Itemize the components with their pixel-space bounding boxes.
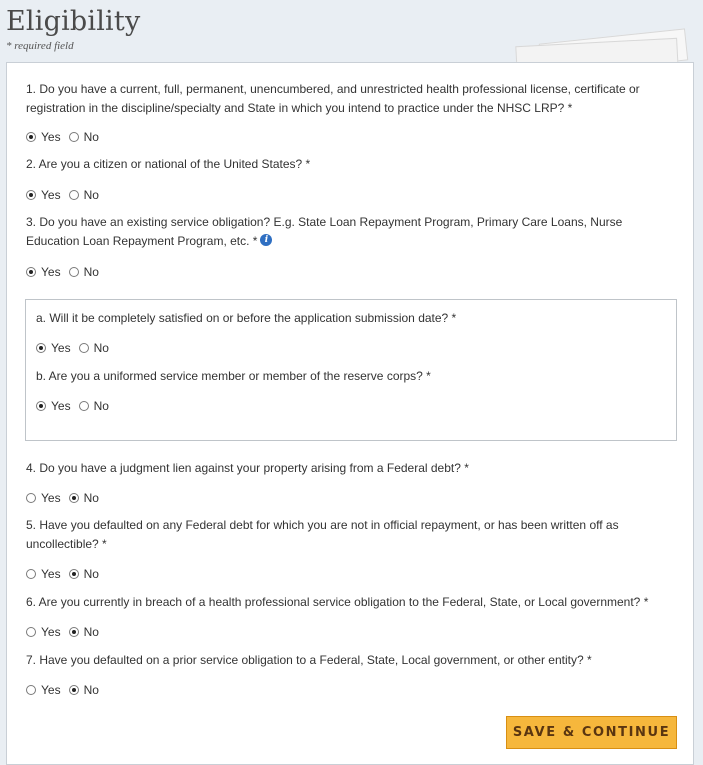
question-3-options (26, 265, 107, 279)
question-1-options (26, 130, 107, 144)
qa-yes-radio[interactable] (36, 343, 46, 353)
question-2-options (26, 188, 107, 202)
info-icon[interactable]: i (260, 234, 272, 246)
sub-question-b: b. Are you a uniformed service member or member of the reserve corps? * (36, 369, 431, 383)
question-6-options (26, 625, 107, 639)
required-field-note: * required field (6, 40, 74, 52)
q6-yes-option[interactable]: Yes (26, 625, 61, 639)
q6-no-option[interactable]: No (69, 625, 99, 639)
q2-no-radio[interactable] (69, 190, 79, 200)
q6-yes-radio[interactable] (26, 627, 36, 637)
q4-yes-option[interactable]: Yes (26, 491, 61, 505)
q2-no-option[interactable]: No (69, 188, 99, 202)
q3-no-radio[interactable] (69, 267, 79, 277)
qa-no-radio[interactable] (79, 343, 89, 353)
q4-no-radio[interactable] (69, 493, 79, 503)
q5-yes-option[interactable]: Yes (26, 567, 61, 581)
question-4-options (26, 491, 107, 505)
q2-yes-radio[interactable] (26, 190, 36, 200)
page-title: Eligibility (6, 6, 141, 37)
q5-no-radio[interactable] (69, 569, 79, 579)
q7-yes-radio[interactable] (26, 685, 36, 695)
q3-yes-option[interactable]: Yes (26, 265, 61, 279)
q4-no-option[interactable]: No (69, 491, 99, 505)
q1-no-option[interactable]: No (69, 130, 99, 144)
qb-yes-option[interactable]: Yes (36, 399, 71, 413)
q5-no-option[interactable]: No (69, 567, 99, 581)
q2-yes-option[interactable]: Yes (26, 188, 61, 202)
question-2: 2. Are you a citizen or national of the United States? * (26, 157, 311, 171)
question-7: 7. Have you defaulted on a prior service obligation to a Federal, State, Local government, or other entity? * (26, 653, 592, 667)
question-5: 5. Have you defaulted on any Federal debt for which you are not in official repayment, or has been written off as uncollectible? * (26, 518, 619, 551)
qb-no-option[interactable]: No (79, 399, 109, 413)
question-1: 1. Do you have a current, full, permanent, unencumbered, and unrestricted health professional license, certificate or registration in the discipline/specialty and State in which you intend to practice under the NHSC LRP? * (26, 82, 640, 115)
qb-yes-radio[interactable] (36, 401, 46, 411)
q7-no-radio[interactable] (69, 685, 79, 695)
q3-yes-radio[interactable] (26, 267, 36, 277)
sub-question-a-options (36, 341, 117, 355)
question-7-options (26, 683, 107, 697)
question-6: 6. Are you currently in breach of a health professional service obligation to the Federal, State, or Local government? * (26, 595, 649, 609)
q6-no-radio[interactable] (69, 627, 79, 637)
q1-yes-radio[interactable] (26, 132, 36, 142)
qb-no-radio[interactable] (79, 401, 89, 411)
q5-yes-radio[interactable] (26, 569, 36, 579)
q1-yes-option[interactable]: Yes (26, 130, 61, 144)
qa-yes-option[interactable]: Yes (36, 341, 71, 355)
q4-yes-radio[interactable] (26, 493, 36, 503)
page-header (6, 6, 140, 52)
q7-yes-option[interactable]: Yes (26, 683, 61, 697)
q3-no-option[interactable]: No (69, 265, 99, 279)
q1-no-radio[interactable] (69, 132, 79, 142)
question-3: 3. Do you have an existing service obligation? E.g. State Loan Repayment Program, Primary Care Loans, Nurse Education Loan Repayment Program, etc. * i (26, 215, 623, 248)
eligibility-form (6, 62, 694, 765)
sub-question-b-options (36, 399, 117, 413)
q7-no-option[interactable]: No (69, 683, 99, 697)
question-4: 4. Do you have a judgment lien against your property arising from a Federal debt? * (26, 461, 469, 475)
question-5-options (26, 567, 107, 581)
qa-no-option[interactable]: No (79, 341, 109, 355)
sub-question-a: a. Will it be completely satisfied on or before the application submission date? * (36, 311, 457, 325)
save-continue-button[interactable]: SAVE & CONTINUE (506, 716, 677, 749)
sub-question-box (25, 299, 677, 441)
